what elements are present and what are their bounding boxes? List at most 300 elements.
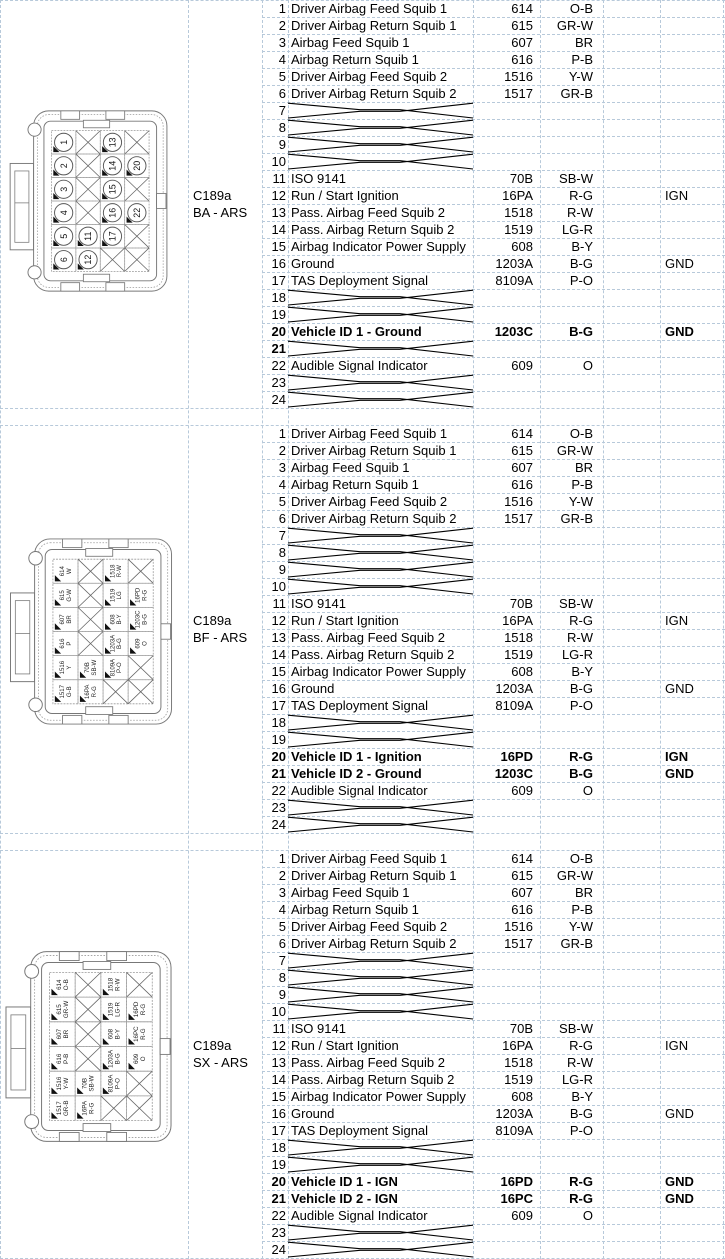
pin-row	[0, 85, 725, 102]
pin-row	[0, 17, 725, 34]
pin-row	[0, 748, 725, 765]
wire-color-cell: SB-W	[559, 596, 593, 611]
pin-number-cell: 9	[278, 562, 286, 577]
circuit-cell: 608	[511, 239, 533, 254]
pin-row	[0, 867, 725, 884]
cavity-color: O	[142, 641, 149, 646]
description-cell: Airbag Feed Squib 1	[291, 460, 410, 475]
description-cell: Driver Airbag Return Squib 1	[291, 18, 457, 33]
pin-row	[0, 442, 725, 459]
pin-row	[0, 612, 725, 629]
pin-row	[0, 799, 725, 816]
pin-row	[0, 663, 725, 680]
cavity-color: B-G	[117, 638, 124, 649]
circuit-cell: 16PA	[502, 188, 533, 203]
wire-color-cell: P-O	[569, 273, 593, 288]
pin-number-cell: 14	[271, 1072, 286, 1087]
description-cell: Driver Airbag Return Squib 1	[291, 443, 457, 458]
cavity-circuit: 1203C	[135, 610, 142, 629]
pin-row	[0, 425, 725, 442]
pin-number-cell: 11	[272, 1021, 286, 1036]
pin-row	[0, 340, 725, 357]
description-cell: Airbag Feed Squib 1	[291, 885, 410, 900]
wire-color-cell: B-G	[569, 1106, 593, 1121]
wire-color-cell: P-O	[569, 698, 593, 713]
circuit-cell: 1517	[504, 86, 533, 101]
cavity-color: GR-B	[63, 1100, 71, 1117]
pin-number-cell: 9	[278, 987, 286, 1002]
description-cell: Driver Airbag Feed Squib 1	[291, 1, 448, 16]
circuit-cell: 1203C	[494, 324, 533, 339]
empty-pin-strikethrough	[288, 816, 473, 833]
pin-row	[0, 255, 725, 272]
circuit-cell: 1516	[504, 69, 533, 84]
description-cell: Pass. Airbag Return Squib 2	[291, 647, 455, 662]
pin-row	[0, 119, 725, 136]
circuit-cell: 8109A	[495, 273, 533, 288]
cavity-color: G-B	[67, 686, 74, 698]
wire-color-cell: Y-W	[568, 69, 593, 84]
pin-circle-number: 6	[58, 257, 69, 263]
pin-number-cell: 19	[271, 732, 286, 747]
wire-color-cell: B-G	[569, 766, 593, 781]
cavity-circuit: 1519	[107, 1002, 115, 1017]
cavity-circuit: 1203A	[107, 1049, 115, 1068]
pin-row	[0, 595, 725, 612]
circuit-cell: 615	[511, 868, 533, 883]
description-cell: Audible Signal Indicator	[291, 783, 428, 798]
pin-row	[0, 204, 725, 221]
pin-row	[0, 1207, 725, 1224]
pin-number-cell: 11	[272, 596, 286, 611]
pin-row	[0, 0, 725, 17]
pin-number-cell: 3	[278, 35, 286, 50]
circuit-cell: 1203A	[495, 1106, 533, 1121]
pin-circle-number: 5	[58, 233, 69, 239]
empty-pin-strikethrough	[288, 374, 473, 391]
cavity-circuit: 16PD	[133, 1001, 141, 1018]
pin-number-cell: 12	[271, 188, 286, 203]
note-cell: IGN	[665, 613, 689, 628]
description-cell: ISO 9141	[291, 596, 346, 611]
note-cell: GND	[665, 1106, 694, 1121]
cavity-circuit: 608	[110, 614, 117, 625]
pin-row	[0, 221, 725, 238]
cavity-circuit: 615	[60, 590, 67, 601]
cavity-color: GR-W	[63, 1000, 71, 1019]
cavity-circuit: 1517	[55, 1101, 63, 1116]
wire-color-cell: R-W	[567, 630, 593, 645]
description-cell: Vehicle ID 2 - Ground	[291, 766, 422, 781]
cavity-color: R-G	[92, 686, 99, 698]
circuit-cell: 1519	[504, 222, 533, 237]
note-cell: GND	[665, 256, 694, 271]
description-cell: Driver Airbag Feed Squib 1	[291, 426, 448, 441]
pin-number-cell: 17	[271, 273, 286, 288]
circuit-cell: 1519	[504, 647, 533, 662]
pin-row	[0, 51, 725, 68]
description-cell: Run / Start Ignition	[291, 613, 399, 628]
pin-number-cell: 21	[271, 341, 286, 356]
circuit-cell: 70B	[509, 596, 533, 611]
connector-variant: BF - ARS	[193, 630, 248, 645]
pin-number-cell: 18	[271, 290, 286, 305]
empty-pin-strikethrough	[288, 561, 473, 578]
circuit-cell: 616	[511, 52, 533, 67]
pin-row	[0, 289, 725, 306]
pin-number-cell: 13	[271, 1055, 286, 1070]
cavity-circuit: 1518	[107, 977, 115, 992]
pin-row	[0, 935, 725, 952]
pin-number-cell: 10	[271, 579, 286, 594]
pin-row	[0, 1105, 725, 1122]
description-cell: Airbag Indicator Power Supply	[291, 1089, 466, 1104]
pin-row	[0, 1190, 725, 1207]
pin-circle-number: 20	[131, 160, 142, 171]
wire-color-cell: R-W	[567, 1055, 593, 1070]
wire-color-cell: R-G	[569, 749, 593, 764]
circuit-cell: 1517	[504, 936, 533, 951]
pin-row	[0, 918, 725, 935]
connector-id: C189a	[193, 1038, 232, 1053]
pin-row	[0, 646, 725, 663]
pin-row	[0, 969, 725, 986]
cavity-color: B-G	[142, 614, 149, 625]
pin-number-cell: 4	[278, 902, 286, 917]
wire-color-cell: O	[582, 1208, 593, 1223]
description-cell: Driver Airbag Return Squib 2	[291, 936, 457, 951]
description-cell: Driver Airbag Feed Squib 2	[291, 919, 448, 934]
pin-row	[0, 1020, 725, 1040]
pin-row	[0, 153, 725, 170]
pin-row	[0, 323, 725, 340]
wire-color-cell: Y-W	[568, 494, 593, 509]
wire-color-cell: R-G	[569, 1038, 593, 1053]
cavity-circuit: 1203A	[110, 634, 117, 653]
wire-color-cell: GR-W	[556, 18, 593, 33]
cavity-color: P-O	[114, 1078, 122, 1090]
pin-row	[0, 731, 725, 748]
pin-number-cell: 10	[271, 154, 286, 169]
wire-color-cell: O-B	[569, 1, 593, 16]
pin-row	[0, 1122, 725, 1139]
pin-number-cell: 22	[271, 358, 286, 373]
circuit-cell: 607	[511, 460, 533, 475]
cavity-circuit: 1517	[60, 685, 67, 699]
connector-variant: BA - ARS	[193, 205, 248, 220]
pin-number-cell: 23	[271, 800, 286, 815]
circuit-cell: 16PD	[500, 1174, 533, 1189]
pin-number-cell: 20	[271, 1174, 286, 1189]
empty-pin-strikethrough	[288, 799, 473, 816]
description-cell: TAS Deployment Signal	[291, 698, 429, 713]
cavity-circuit: 614	[60, 566, 67, 577]
pin-row	[0, 765, 725, 782]
circuit-cell: 616	[511, 477, 533, 492]
empty-pin-strikethrough	[288, 136, 473, 153]
cavity-circuit: 16PA	[85, 684, 92, 699]
empty-pin-strikethrough	[288, 527, 473, 544]
wire-color-cell: P-B	[571, 477, 593, 492]
pin-row	[0, 510, 725, 527]
circuit-cell: 607	[511, 885, 533, 900]
description-cell: Run / Start Ignition	[291, 188, 399, 203]
pin-row	[0, 952, 725, 969]
wire-color-cell: R-G	[569, 188, 593, 203]
connector-id: C189a	[193, 188, 232, 203]
pin-circle-number: 13	[107, 137, 118, 148]
pin-row	[0, 272, 725, 289]
circuit-cell: 1203A	[495, 681, 533, 696]
pin-row	[0, 1241, 725, 1258]
description-cell: Pass. Airbag Return Squib 2	[291, 1072, 455, 1087]
cavity-circuit: 16PC	[133, 1026, 141, 1042]
description-cell: Ground	[291, 1106, 335, 1121]
pin-number-cell: 10	[271, 1004, 286, 1019]
pin-number-cell: 21	[271, 1191, 286, 1206]
pin-row	[0, 782, 725, 799]
cavity-circuit: 70B	[85, 662, 92, 674]
circuit-cell: 614	[511, 851, 533, 866]
cavity-color: SB-W	[88, 1075, 96, 1092]
pin-number-cell: 15	[271, 239, 286, 254]
connector-section	[0, 0, 725, 408]
pin-row	[0, 884, 725, 901]
pin-circle-number: 17	[107, 231, 118, 242]
cavity-circuit: 1516	[60, 660, 67, 675]
pin-row	[0, 357, 725, 374]
cavity-circuit: 16PD	[135, 587, 142, 603]
cavity-circuit: 616	[60, 638, 67, 649]
wire-color-cell: B-G	[569, 256, 593, 271]
description-cell: Vehicle ID 1 - Ground	[291, 324, 422, 339]
pin-number-cell: 5	[278, 919, 286, 934]
empty-pin-strikethrough	[288, 986, 473, 1003]
pin-circle-number: 11	[83, 231, 94, 241]
cavity-color: R-G	[142, 589, 149, 601]
cavity-circuit: 8109A	[107, 1074, 115, 1093]
description-cell: Airbag Indicator Power Supply	[291, 239, 466, 254]
pin-number-cell: 21	[271, 766, 286, 781]
description-cell: Run / Start Ignition	[291, 1038, 399, 1053]
circuit-cell: 609	[511, 1208, 533, 1223]
pin-number-cell: 12	[271, 613, 286, 628]
pin-row	[0, 680, 725, 697]
pin-row	[0, 986, 725, 1003]
pin-number-cell: 24	[271, 1242, 286, 1257]
pin-row	[0, 1139, 725, 1156]
pin-number-cell: 23	[271, 1225, 286, 1240]
note-cell: IGN	[665, 749, 689, 764]
description-cell: ISO 9141	[291, 171, 346, 186]
wire-color-cell: P-B	[571, 902, 593, 917]
description-cell: Driver Airbag Return Squib 1	[291, 868, 457, 883]
pin-number-cell: 5	[278, 494, 286, 509]
wire-color-cell: GR-W	[556, 443, 593, 458]
cavity-color: P-B	[63, 1053, 71, 1065]
pin-number-cell: 9	[278, 137, 286, 152]
wire-color-cell: P-O	[569, 1123, 593, 1138]
empty-pin-strikethrough	[288, 1139, 473, 1156]
description-cell: Vehicle ID 1 - Ignition	[291, 749, 422, 764]
circuit-cell: 16PD	[500, 749, 533, 764]
pin-row	[0, 714, 725, 731]
pin-number-cell: 14	[271, 647, 286, 662]
pin-number-cell: 19	[271, 1157, 286, 1172]
empty-pin-strikethrough	[288, 714, 473, 731]
circuit-cell: 1517	[504, 511, 533, 526]
description-cell: Driver Airbag Feed Squib 1	[291, 851, 448, 866]
description-cell: Vehicle ID 2 - IGN	[291, 1191, 398, 1206]
circuit-cell: 70B	[509, 171, 533, 186]
cavity-circuit: 1518	[110, 564, 117, 578]
wire-color-cell: R-G	[569, 1191, 593, 1206]
cavity-color: BR	[63, 1029, 71, 1039]
pin-number-cell: 16	[271, 681, 286, 696]
empty-pin-strikethrough	[288, 952, 473, 969]
gridline-horizontal	[0, 408, 725, 409]
pin-row	[0, 374, 725, 391]
description-cell: TAS Deployment Signal	[291, 273, 429, 288]
cavity-circuit: 615	[55, 1004, 63, 1015]
pin-circle-number: 4	[58, 210, 69, 216]
description-cell: ISO 9141	[291, 1021, 346, 1036]
circuit-cell: 8109A	[495, 698, 533, 713]
pin-row	[0, 629, 725, 646]
pin-number-cell: 7	[278, 953, 286, 968]
circuit-cell: 609	[511, 783, 533, 798]
pin-number-cell: 3	[278, 460, 286, 475]
pin-row	[0, 238, 725, 255]
cavity-color: BR	[67, 615, 74, 624]
description-cell: Driver Airbag Feed Squib 2	[291, 69, 448, 84]
cavity-circuit: 1519	[110, 588, 117, 603]
description-cell: Airbag Return Squib 1	[291, 52, 419, 67]
note-cell: GND	[665, 1191, 694, 1206]
note-cell: IGN	[665, 1038, 689, 1053]
pin-circle-number: 1	[58, 139, 69, 145]
circuit-cell: 1519	[504, 1072, 533, 1087]
pin-number-cell: 4	[278, 52, 286, 67]
pin-row	[0, 476, 725, 493]
wire-color-cell: B-G	[569, 681, 593, 696]
pin-number-cell: 5	[278, 69, 286, 84]
cavity-color: LG-R	[114, 1002, 122, 1017]
wire-color-cell: GR-B	[560, 86, 593, 101]
description-cell: Driver Airbag Return Squib 2	[291, 511, 457, 526]
wire-color-cell: GR-B	[560, 936, 593, 951]
pin-row	[0, 1224, 725, 1241]
pin-circle-number: 22	[131, 207, 142, 218]
pin-number-cell: 15	[271, 1089, 286, 1104]
pin-number-cell: 2	[278, 443, 286, 458]
wire-color-cell: O	[582, 783, 593, 798]
wire-color-cell: LG-R	[561, 1072, 593, 1087]
pin-number-cell: 14	[271, 222, 286, 237]
pin-row	[0, 1088, 725, 1105]
pin-row	[0, 544, 725, 561]
pin-number-cell: 17	[271, 698, 286, 713]
circuit-cell: 607	[511, 35, 533, 50]
pin-number-cell: 2	[278, 18, 286, 33]
empty-pin-strikethrough	[288, 544, 473, 561]
pin-circle-number: 3	[58, 186, 69, 192]
pin-number-cell: 6	[278, 86, 286, 101]
circuit-cell: 8109A	[495, 1123, 533, 1138]
circuit-cell: 1518	[504, 630, 533, 645]
empty-pin-strikethrough	[288, 153, 473, 170]
cavity-color: O-B	[63, 979, 71, 991]
pin-number-cell: 6	[278, 936, 286, 951]
pin-number-cell: 24	[271, 817, 286, 832]
empty-pin-strikethrough	[288, 289, 473, 306]
cavity-circuit: 16PA	[81, 1100, 89, 1116]
cavity-circuit: 608	[107, 1028, 115, 1040]
connector-section	[0, 425, 725, 833]
pin-row	[0, 527, 725, 544]
cavity-color: B-Y	[114, 1028, 122, 1040]
description-cell: Airbag Return Squib 1	[291, 902, 419, 917]
wire-color-cell: B-Y	[571, 1089, 593, 1104]
cavity-circuit: 607	[55, 1028, 63, 1040]
pin-number-cell: 8	[278, 970, 286, 985]
pin-number-cell: 13	[271, 205, 286, 220]
empty-pin-strikethrough	[288, 578, 473, 595]
cavity-circuit: 1516	[55, 1076, 63, 1091]
description-cell: Driver Airbag Feed Squib 2	[291, 494, 448, 509]
circuit-cell: 16PA	[502, 613, 533, 628]
empty-pin-strikethrough	[288, 1241, 473, 1258]
pin-row	[0, 816, 725, 833]
pin-row	[0, 1000, 725, 1020]
description-cell: Pass. Airbag Feed Squib 2	[291, 1055, 445, 1070]
cavity-circuit: 8109A	[110, 658, 117, 677]
pin-number-cell: 17	[271, 1123, 286, 1138]
wire-color-cell: O	[582, 358, 593, 373]
circuit-cell: 608	[511, 664, 533, 679]
empty-pin-strikethrough	[288, 102, 473, 119]
pin-number-cell: 12	[271, 1038, 286, 1053]
circuit-cell: 70B	[509, 1021, 533, 1036]
wire-color-cell: LG-R	[561, 647, 593, 662]
pin-number-cell: 1	[278, 851, 286, 866]
wire-color-cell: B-G	[569, 324, 593, 339]
cavity-circuit: 609	[133, 1053, 141, 1065]
circuit-cell: 1516	[504, 919, 533, 934]
wire-color-cell: R-W	[567, 205, 593, 220]
empty-pin-strikethrough	[288, 1224, 473, 1241]
pin-number-cell: 6	[278, 511, 286, 526]
pin-row	[0, 1037, 725, 1054]
cavity-color: B-G	[114, 1053, 122, 1065]
empty-pin-strikethrough	[288, 306, 473, 323]
note-cell: IGN	[665, 188, 689, 203]
description-cell: Pass. Airbag Feed Squib 2	[291, 630, 445, 645]
empty-pin-strikethrough	[288, 731, 473, 748]
pin-number-cell: 8	[278, 120, 286, 135]
cavity-color: G-W	[67, 589, 74, 602]
circuit-cell: 608	[511, 1089, 533, 1104]
pin-row	[0, 187, 725, 204]
wire-color-cell: O-B	[569, 851, 593, 866]
cavity-color: R-W	[114, 978, 122, 991]
cavity-color: Y-W	[63, 1077, 71, 1090]
empty-pin-strikethrough	[288, 119, 473, 136]
cavity-color: P-O	[117, 662, 124, 674]
description-cell: Airbag Feed Squib 1	[291, 35, 410, 50]
cavity-circuit: 616	[55, 1053, 63, 1065]
circuit-cell: 16PA	[502, 1038, 533, 1053]
